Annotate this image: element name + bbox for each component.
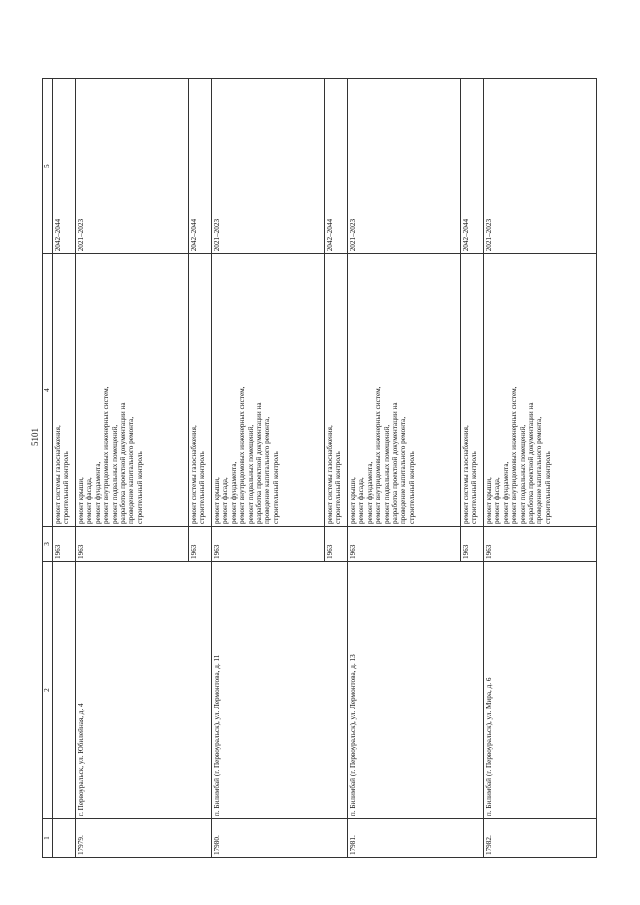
work-item: ремонт внутридомовых инженерных систем,	[102, 386, 111, 524]
work-item: строительный контроль	[198, 451, 207, 524]
period-cell: 2042–2044	[461, 79, 484, 254]
year-cell: 1963	[484, 526, 597, 561]
work-item: ремонт крыши,	[77, 477, 85, 524]
work-item: разработка проектной документации на	[255, 402, 264, 524]
work-item: ремонт фундамента,	[229, 461, 238, 524]
work-item: ремонт подвальных помещений,	[518, 424, 527, 524]
work-item: ремонт фасада,	[357, 477, 366, 524]
period-cell: 2021–2023	[212, 79, 325, 254]
work-item: ремонт крыши,	[213, 477, 221, 524]
header-row	[43, 79, 53, 858]
works-cell	[212, 254, 325, 527]
works-list	[485, 256, 552, 524]
period-cell: 2042–2044	[189, 79, 212, 254]
works-cell	[348, 254, 461, 527]
rotated-table-container	[42, 78, 602, 858]
address-cell: п. Билимбай (г. Первоуральск), ул. Лермонтова, д. 11	[212, 562, 348, 819]
work-item: строительный контроль	[334, 451, 343, 524]
work-item: ремонт крыши,	[349, 477, 357, 524]
header-cell: 3	[43, 526, 53, 561]
works-cell	[484, 254, 597, 527]
work-item: ремонт фасада,	[85, 477, 94, 524]
work-item: ремонт системы газоснабжения,	[190, 425, 198, 524]
year-cell: 1963	[53, 526, 76, 561]
works-list	[77, 256, 144, 524]
header-cell: 1	[43, 819, 53, 858]
work-item: строительный контроль	[62, 451, 71, 524]
work-item: ремонт фасада,	[493, 477, 502, 524]
work-item: ремонт системы газоснабжения,	[326, 425, 334, 524]
works-cell	[53, 254, 76, 527]
work-item: ремонт подвальных помещений,	[382, 424, 391, 524]
address-cell: п. Билимбай (г. Первоуральск), ул. Мира, д. 6	[484, 562, 597, 819]
year-cell: 1963	[461, 526, 484, 561]
capital-repair-table	[42, 78, 597, 858]
work-item: строительный контроль	[543, 451, 552, 524]
work-item: ремонт подвальных помещений,	[246, 424, 255, 524]
works-cell	[461, 254, 484, 527]
period-cell: 2042–2044	[325, 79, 348, 254]
period-cell: 2021–2023	[348, 79, 461, 254]
work-item: строительный контроль	[407, 451, 416, 524]
work-item: проведение капитального ремонта,	[127, 416, 136, 524]
work-item: ремонт фундамента,	[365, 461, 374, 524]
table-row	[484, 79, 597, 858]
works-list	[54, 256, 71, 524]
work-item: строительный контроль	[470, 451, 479, 524]
continuation-row	[53, 79, 76, 858]
header-cell: 2	[43, 562, 53, 819]
header-cell: 4	[43, 254, 53, 527]
work-item: проведение капитального ремонта,	[399, 416, 408, 524]
period-cell: 2021–2023	[484, 79, 597, 254]
num-cell: 17979.	[76, 819, 212, 858]
period-cell: 2042–2044	[53, 79, 76, 254]
year-cell: 1963	[212, 526, 325, 561]
work-item: разработка проектной документации на	[391, 402, 400, 524]
work-item: ремонт фундамента,	[93, 461, 102, 524]
work-item: проведение капитального ремонта,	[535, 416, 544, 524]
work-item: ремонт системы газоснабжения,	[54, 425, 62, 524]
header-cell: 5	[43, 79, 53, 254]
works-list	[349, 256, 416, 524]
work-item: ремонт внутридомовых инженерных систем,	[238, 386, 247, 524]
work-item: строительный контроль	[271, 451, 280, 524]
num-cell	[53, 819, 76, 858]
works-list	[190, 256, 207, 524]
work-item: ремонт внутридомовых инженерных систем,	[374, 386, 383, 524]
page-number: 5101	[30, 428, 40, 446]
num-cell: 17981.	[348, 819, 484, 858]
works-cell	[189, 254, 212, 527]
work-item: ремонт фундамента,	[501, 461, 510, 524]
num-cell: 17980.	[212, 819, 348, 858]
work-item: проведение капитального ремонта,	[263, 416, 272, 524]
num-cell: 17982.	[484, 819, 597, 858]
works-list	[213, 256, 280, 524]
works-cell	[76, 254, 189, 527]
table-row	[76, 79, 189, 858]
work-item: ремонт фасада,	[221, 477, 230, 524]
address-cell: г. Первоуральск, ул. Юбилейная, д. 4	[76, 562, 212, 819]
table-row	[212, 79, 325, 858]
work-item: ремонт системы газоснабжения,	[462, 425, 470, 524]
work-item: разработка проектной документации на	[119, 402, 128, 524]
work-item: строительный контроль	[135, 451, 144, 524]
year-cell: 1963	[348, 526, 461, 561]
year-cell: 1963	[189, 526, 212, 561]
address-cell: п. Билимбай (г. Первоуральск), ул. Лермонтова, д. 13	[348, 562, 484, 819]
records-body	[76, 79, 597, 858]
table-row	[348, 79, 461, 858]
work-item: ремонт внутридомовых инженерных систем,	[510, 386, 519, 524]
work-item: разработка проектной документации на	[527, 402, 536, 524]
works-list	[326, 256, 343, 524]
work-item: ремонт крыши,	[485, 477, 493, 524]
works-cell	[325, 254, 348, 527]
period-cell: 2021–2023	[76, 79, 189, 254]
works-list	[462, 256, 479, 524]
year-cell: 1963	[76, 526, 189, 561]
address-cell	[53, 562, 76, 819]
year-cell: 1963	[325, 526, 348, 561]
work-item: ремонт подвальных помещений,	[110, 424, 119, 524]
